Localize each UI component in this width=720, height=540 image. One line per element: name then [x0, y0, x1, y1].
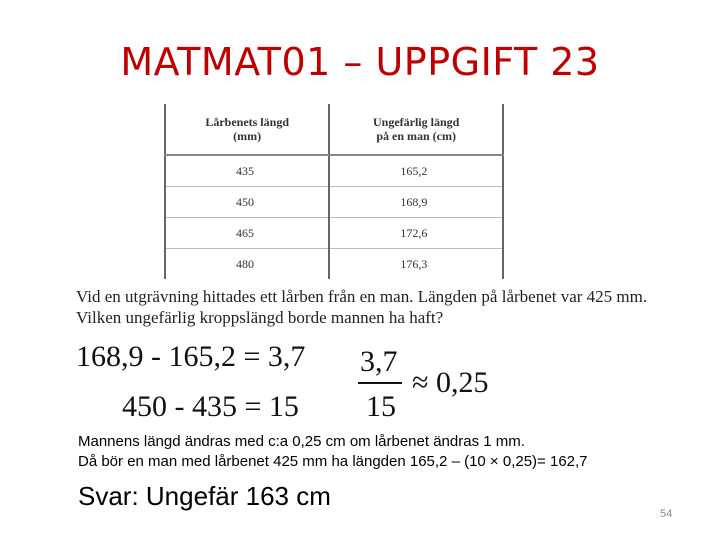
column-header-man-height [329, 104, 503, 155]
fraction-denominator: 15 [366, 390, 396, 423]
fraction-bar [358, 382, 402, 384]
cell-femur-length: 435 [165, 155, 329, 187]
cell-man-height: 172,6 [329, 218, 503, 249]
equation-length-difference: 450 - 435 = 15 [122, 390, 299, 423]
fraction-numerator: 3,7 [360, 345, 398, 378]
answer-text: Svar: Ungefär 163 cm [78, 481, 331, 511]
header-height-unit: på en man (cm) [376, 129, 456, 143]
cell-femur-length: 465 [165, 218, 329, 249]
table-row [165, 249, 503, 280]
femur-height-table [164, 104, 504, 279]
explanation-line-1: Mannens längd ändras med c:a 0,25 cm om lårbenet ändras 1 mm. [78, 433, 525, 450]
cell-man-height: 165,2 [329, 155, 503, 187]
cell-femur-length: 480 [165, 249, 329, 280]
table-header-row [165, 104, 503, 155]
data-table-container [164, 104, 506, 279]
cell-man-height: 176,3 [329, 249, 503, 280]
table-row [165, 187, 503, 218]
page-number: 54 [660, 508, 673, 520]
slide-title: MATMAT01 – UPPGIFT 23 [120, 40, 600, 84]
equation-height-difference: 168,9 - 165,2 = 3,7 [76, 340, 306, 373]
header-femur-unit: (mm) [233, 129, 262, 143]
fraction-approx-result: ≈ 0,25 [412, 366, 489, 399]
header-femur-label: Lårbenets längd [205, 115, 289, 129]
header-height-label: Ungefärlig längd [372, 115, 460, 129]
cell-man-height: 168,9 [329, 187, 503, 218]
task-text: Vid en utgrävning hittades ett lårben från en man. Längden på lårbenet var 425 mm. Vilken ungefärlig kroppslängd borde mannen ha haft? [76, 287, 648, 327]
explanation [78, 432, 698, 472]
table-row [165, 218, 503, 249]
cell-femur-length: 450 [165, 187, 329, 218]
column-header-femur-length [165, 104, 329, 155]
explanation-line-2: Då bör en man med lårbenet 425 mm ha längden 165,2 – (10 × 0,25)= 162,7 [78, 453, 588, 470]
table-row [165, 155, 503, 187]
